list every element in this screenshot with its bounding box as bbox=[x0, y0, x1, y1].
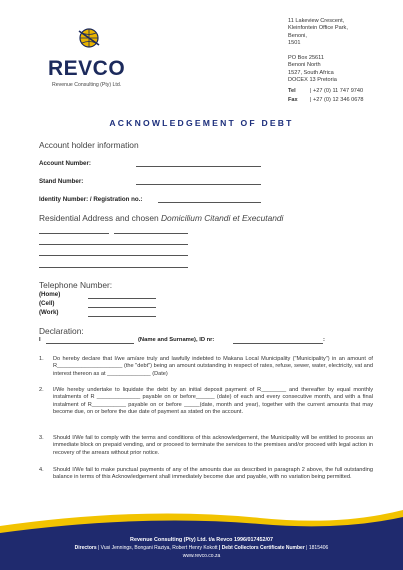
work-label: (Work) bbox=[39, 309, 59, 316]
declaration-paragraph-4 bbox=[39, 467, 373, 482]
stand-number-label: Stand Number: bbox=[39, 178, 84, 185]
cell-phone-line[interactable] bbox=[88, 307, 156, 308]
address-line: 1527, South Africa bbox=[288, 69, 334, 76]
cell-label: (Cell) bbox=[39, 300, 55, 307]
account-number-line[interactable] bbox=[136, 166, 261, 167]
footer-website[interactable]: www.revco.co.za bbox=[182, 553, 221, 559]
tel-value: | +27 (0) 11 747 9740 bbox=[310, 88, 364, 94]
paragraph-number: 3. bbox=[39, 435, 44, 441]
globe-icon bbox=[78, 27, 100, 49]
document-title: ACKNOWLEDGEMENT OF DEBT bbox=[109, 118, 294, 128]
logo-wordmark: REVCO bbox=[48, 57, 126, 80]
address-line-3[interactable] bbox=[39, 255, 188, 256]
company-logo bbox=[48, 27, 148, 89]
address-line: Kleinfontein Office Park, bbox=[288, 25, 348, 32]
tel-label: Tel bbox=[288, 88, 296, 94]
fax-value: | +27 (0) 12 346 0678 bbox=[310, 97, 364, 103]
declaration-i: I bbox=[39, 337, 41, 343]
declaration-paragraph-2 bbox=[39, 387, 373, 416]
id-colon: : bbox=[323, 337, 325, 343]
logo-subtitle: Revenue Consulting (Pty) Ltd. bbox=[52, 82, 122, 88]
address-line: 1501 bbox=[288, 40, 301, 47]
address-line: Benoni, bbox=[288, 32, 307, 39]
id-number-line[interactable] bbox=[233, 343, 323, 344]
paragraph-text: Should I/We fail to comply with the terms and conditions of this acknowledgement, the Municipality will be entitled to process an immediate block on prepaid vending, and or proceed to terminate the services to the premises and/or proceed with legal action in recovery of the arrears without prior notice. bbox=[53, 435, 373, 456]
collectors-label: | Debt Collectors Certificate Number bbox=[218, 545, 305, 551]
declaration-heading: Declaration: bbox=[39, 326, 84, 336]
paragraph-text: I/We hereby undertake to liquidate the debt by an initial deposit payment of R________ and thereafter by equal monthly instalments of R ______________ payable on or before______ (date) of each and every consecutive month, and with a final instalment of R___________ payable on or before _____(date, month and year), together with the current amounts that may become due, on or before the due date of payment as stated on the account. bbox=[53, 387, 373, 415]
address-line: PO Box 25611 bbox=[288, 55, 324, 62]
work-phone-line[interactable] bbox=[88, 316, 156, 317]
address-line: DOCEX 13 Pretoria bbox=[288, 77, 337, 84]
company-contact bbox=[288, 87, 364, 105]
paragraph-text: Do hereby declare that I/we am/are truly and lawfully indebted to Makana Local Municipality ("Municipality") in an amount of R_____________________ (the "debt") being an amount outstanding in respect of rates, refuse, sewer, water, electricity, vat and interest thereon as at ______________ (Date) bbox=[53, 356, 373, 377]
telephone-heading: Telephone Number: bbox=[39, 280, 113, 290]
home-phone-line[interactable] bbox=[88, 298, 156, 299]
declaration-paragraph-1 bbox=[39, 356, 373, 378]
name-id-label: (Name and Surname), ID nr: bbox=[138, 337, 215, 343]
residential-heading bbox=[39, 213, 283, 223]
residential-heading-italic: Domicilium Citandi et Executandi bbox=[160, 213, 284, 223]
residential-heading-text: Residential Address and chosen bbox=[39, 213, 161, 223]
identity-number-line[interactable] bbox=[158, 202, 261, 203]
account-heading: Account holder information bbox=[39, 140, 139, 150]
address-line-1b[interactable] bbox=[114, 233, 188, 234]
name-surname-line[interactable] bbox=[46, 343, 134, 344]
account-number-label: Account Number: bbox=[39, 160, 91, 167]
paragraph-number: 1. bbox=[39, 356, 44, 362]
fax-label: Fax bbox=[288, 97, 298, 103]
address-line-1a[interactable] bbox=[39, 233, 109, 234]
home-label: (Home) bbox=[39, 291, 61, 298]
address-line-4[interactable] bbox=[39, 267, 188, 268]
identity-number-label: Identity Number: / Registration no.: bbox=[39, 196, 143, 203]
collectors-number: | 1815406 bbox=[304, 545, 329, 551]
stand-number-line[interactable] bbox=[136, 184, 261, 185]
footer-directors-line bbox=[0, 545, 403, 551]
footer-wave bbox=[0, 500, 403, 570]
fax-row bbox=[288, 96, 364, 105]
paragraph-number: 2. bbox=[39, 387, 44, 393]
address-line bbox=[288, 48, 348, 55]
company-address bbox=[288, 18, 348, 85]
paragraph-text: Should I/We fail to make punctual payments of any of the amounts due as described in paragraph 2 above, the full outstanding balance in terms of this Acknowledgement shall immediately become due and payable, with no variation being permitted. bbox=[53, 467, 373, 481]
footer-company-line: Revenue Consulting (Pty) Ltd. t/a Revco 1996/017452/07 bbox=[130, 537, 273, 543]
address-line-2[interactable] bbox=[39, 244, 188, 245]
address-line: 11 Lakeview Crescent, bbox=[288, 18, 345, 24]
directors-label: Directors bbox=[74, 545, 97, 551]
tel-row bbox=[288, 87, 364, 96]
directors-names: | Vusi Jennings, Bongani Raziya, Robert Henry Kokott bbox=[96, 545, 218, 551]
declaration-paragraph-3 bbox=[39, 435, 373, 457]
paragraph-number: 4. bbox=[39, 467, 44, 473]
address-line: Benoni North bbox=[288, 62, 321, 69]
